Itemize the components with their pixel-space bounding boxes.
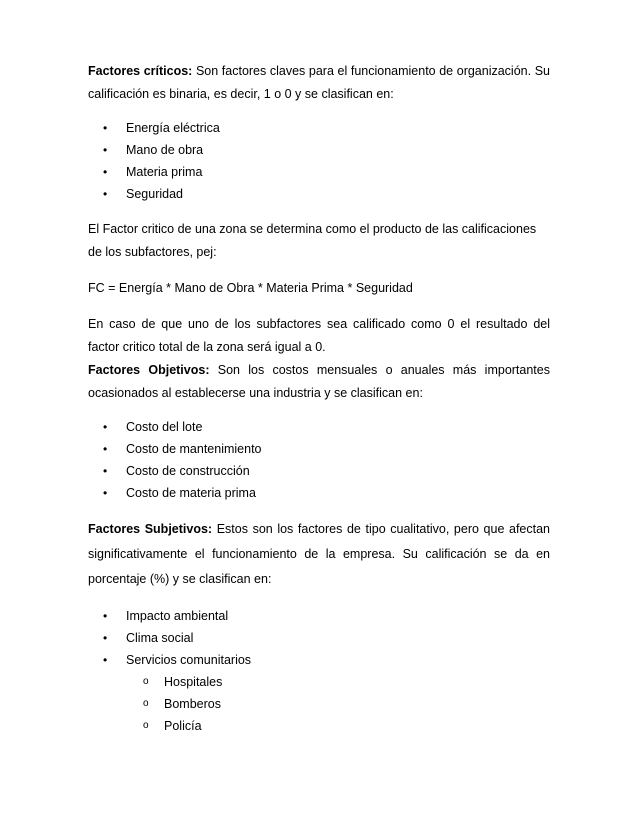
circle-bullet-icon: o bbox=[143, 698, 149, 709]
criticos-text: Son factores claves para el funcionamiento de organización. Su calificación es binaria, es decir, 1 o 0 y se clasifican en: bbox=[88, 64, 550, 101]
subjetivos-list bbox=[88, 605, 550, 671]
sublist-item: o Bomberos bbox=[88, 693, 550, 715]
subjetivos-text: Estos son los factores de tipo cualitativo, pero que afectan significativamente el funcionamiento de la empresa. Su calificación se da en porcentaje (%) y se clasifican en: bbox=[88, 522, 550, 586]
bullet-icon: • bbox=[103, 165, 108, 179]
subjetivos-heading: Factores Subjetivos: bbox=[88, 522, 213, 536]
list-item: • Energía eléctrica bbox=[88, 117, 550, 139]
criticos-heading: Factores críticos: bbox=[88, 64, 193, 78]
caso-paragraph: En caso de que uno de los subfactores sea calificado como 0 el resultado del factor critico total de la zona será igual a 0. bbox=[88, 317, 550, 354]
list-item: • Costo del lote bbox=[88, 416, 550, 438]
bullet-icon: • bbox=[103, 442, 108, 456]
objetivos-paragraph bbox=[88, 359, 550, 405]
list-item: • Mano de obra bbox=[88, 139, 550, 161]
sublist-item: o Hospitales bbox=[88, 671, 550, 693]
document-page bbox=[88, 60, 550, 737]
bullet-icon: • bbox=[103, 420, 108, 434]
bullet-icon: • bbox=[103, 486, 108, 500]
servicios-sublist bbox=[88, 671, 550, 737]
list-item: • Costo de materia prima bbox=[88, 482, 550, 504]
list-item: • Costo de mantenimiento bbox=[88, 438, 550, 460]
list-item: • Clima social bbox=[88, 627, 550, 649]
objetivos-list bbox=[88, 416, 550, 504]
list-item: • Impacto ambiental bbox=[88, 605, 550, 627]
bullet-icon: • bbox=[103, 653, 108, 667]
bullet-icon: • bbox=[103, 609, 108, 623]
criticos-list bbox=[88, 117, 550, 205]
bullet-icon: • bbox=[103, 631, 108, 645]
formula-line: FC = Energía * Mano de Obra * Materia Prima * Seguridad bbox=[88, 281, 413, 295]
list-item: • Materia prima bbox=[88, 161, 550, 183]
bullet-icon: • bbox=[103, 121, 108, 135]
subjetivos-paragraph bbox=[88, 517, 550, 592]
criticos-paragraph bbox=[88, 60, 550, 106]
list-item: • Seguridad bbox=[88, 183, 550, 205]
list-item: • Servicios comunitarios bbox=[88, 649, 550, 671]
list-item: • Costo de construcción bbox=[88, 460, 550, 482]
objetivos-text: Son los costos mensuales o anuales más importantes ocasionados al establecerse una industria y se clasifican en: bbox=[88, 363, 550, 400]
bullet-icon: • bbox=[103, 464, 108, 478]
circle-bullet-icon: o bbox=[143, 720, 149, 731]
factor-critico-paragraph: El Factor critico de una zona se determina como el producto de las calificaciones de los subfactores, pej: bbox=[88, 222, 537, 259]
bullet-icon: • bbox=[103, 187, 108, 201]
sublist-item: o Policía bbox=[88, 715, 550, 737]
objetivos-heading: Factores Objetivos: bbox=[88, 363, 210, 377]
bullet-icon: • bbox=[103, 143, 108, 157]
circle-bullet-icon: o bbox=[143, 676, 149, 687]
